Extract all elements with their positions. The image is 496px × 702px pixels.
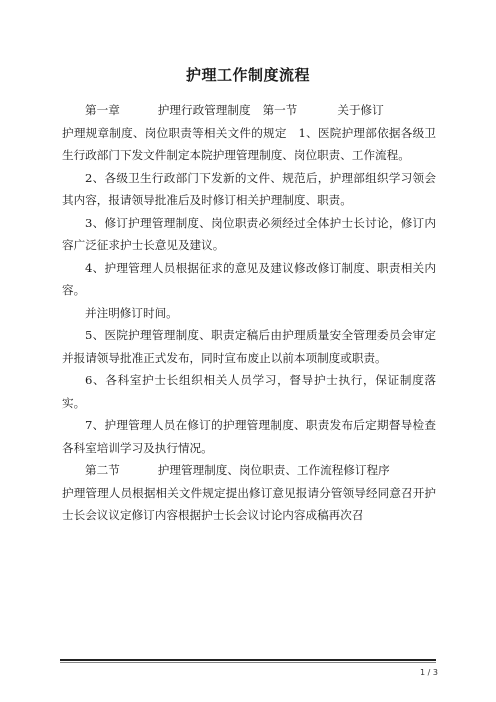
- page-number: 1 / 3: [420, 668, 438, 677]
- paragraph-6: 6、各科室护士长组织相关人员学习，督导护士执行，保证制度落实。: [62, 373, 436, 410]
- document-body: [62, 99, 436, 527]
- paragraph-5: 5、医院护理管理制度、职责定稿后由护理质量安全管理委员会审定并报请领导批准正式发布，同时宣布废止以前本项制度或职责。: [62, 328, 436, 365]
- section-2-label: 第二节: [85, 463, 120, 477]
- chapter-label: 第一章: [85, 103, 120, 117]
- chapter-title: 护理行政管理制度: [157, 103, 251, 117]
- paragraph-2: 2、各级卫生行政部门下发新的文件、规范后，护理部组织学习领会其内容，报请领导批准后及时修订相关护理制度、职责。: [62, 170, 436, 207]
- paragraph-4: 4、护理管理人员根据征求的意见及建议修改修订制度、职责相关内容。: [62, 260, 436, 297]
- footer-rule-thin: [60, 662, 436, 663]
- section-2-heading-line: [62, 459, 436, 482]
- paragraph-3: 3、修订护理管理制度、岗位职责必须经过全体护士长讨论，修订内容广泛征求护士长意见及建议。: [62, 215, 436, 252]
- section-title-start: 关于修订: [337, 103, 384, 117]
- footer-rule: [60, 659, 436, 661]
- chapter-heading-line: [62, 99, 436, 122]
- section-label: 第一节: [262, 103, 298, 117]
- paragraph-4b: 并注明修订时间。: [85, 305, 178, 320]
- paragraph-8: 护理管理人员根据相关文件规定提出修订意见报请分管领导经同意召开护士长会议议定修订内容根据护士长会议讨论内容成稿再次召: [62, 485, 436, 522]
- paragraph-1: 护理规章制度、岗位职责等相关文件的规定 1、医院护理部依据各级卫生行政部门下发文件制定本院护理管理制度、岗位职责、工作流程。: [62, 125, 436, 162]
- paragraph-7: 7、护理管理人员在修订的护理管理制度、职责发布后定期督导检查各科室培训学习及执行情况。: [62, 418, 436, 455]
- document-title: 护理工作制度流程: [185, 66, 310, 84]
- section-2-title: 护理管理制度、岗位职责、工作流程修订程序: [157, 463, 390, 477]
